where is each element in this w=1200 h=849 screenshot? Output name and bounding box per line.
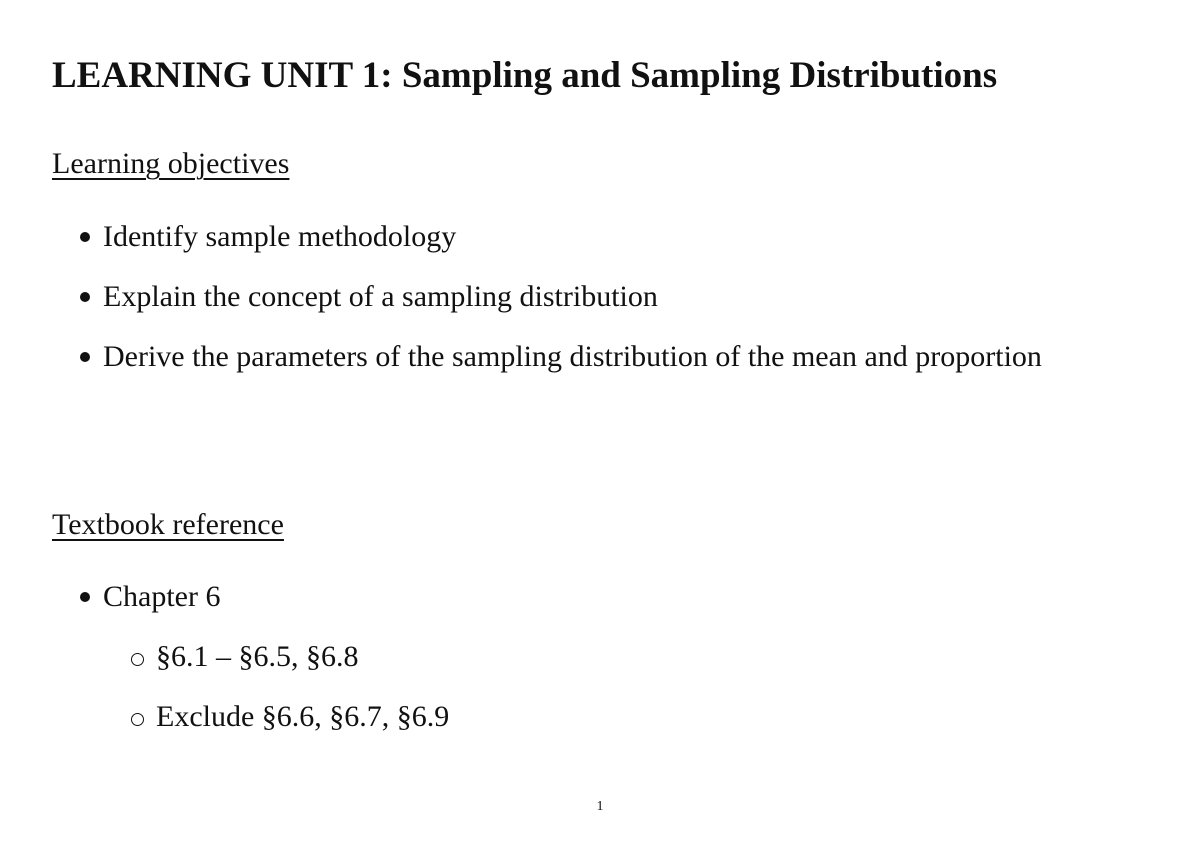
- list-item: [78, 267, 1150, 327]
- bullet-icon: [80, 232, 90, 242]
- bullet-icon: [80, 352, 90, 362]
- list-item: [78, 567, 778, 747]
- list-item: [131, 687, 806, 747]
- reference-section-list: [131, 627, 806, 747]
- reference-chapter: Chapter 6: [103, 580, 221, 613]
- bullet-icon: [80, 592, 90, 602]
- learning-objectives-heading: Learning objectives: [52, 147, 290, 180]
- list-item: [78, 207, 1150, 267]
- page-title: LEARNING UNIT 1: Sampling and Sampling Distributions: [52, 55, 998, 96]
- circle-bullet-icon: [131, 713, 144, 726]
- reference-exclusions: Exclude §6.6, §6.7, §6.9: [156, 700, 450, 733]
- objective-text: Identify sample methodology: [103, 220, 457, 253]
- objective-text: Explain the concept of a sampling distribution: [103, 280, 658, 313]
- learning-objectives-list: [78, 207, 1150, 387]
- circle-bullet-icon: [131, 653, 144, 666]
- textbook-reference-list: [78, 567, 778, 747]
- objective-text: Derive the parameters of the sampling distribution of the mean and proportion: [103, 340, 1042, 373]
- page-number: 1: [596, 799, 604, 814]
- list-item: [131, 627, 806, 687]
- textbook-reference-heading: Textbook reference: [52, 508, 284, 541]
- bullet-icon: [80, 292, 90, 302]
- reference-sections: §6.1 – §6.5, §6.8: [156, 640, 359, 673]
- list-item: [78, 327, 1150, 387]
